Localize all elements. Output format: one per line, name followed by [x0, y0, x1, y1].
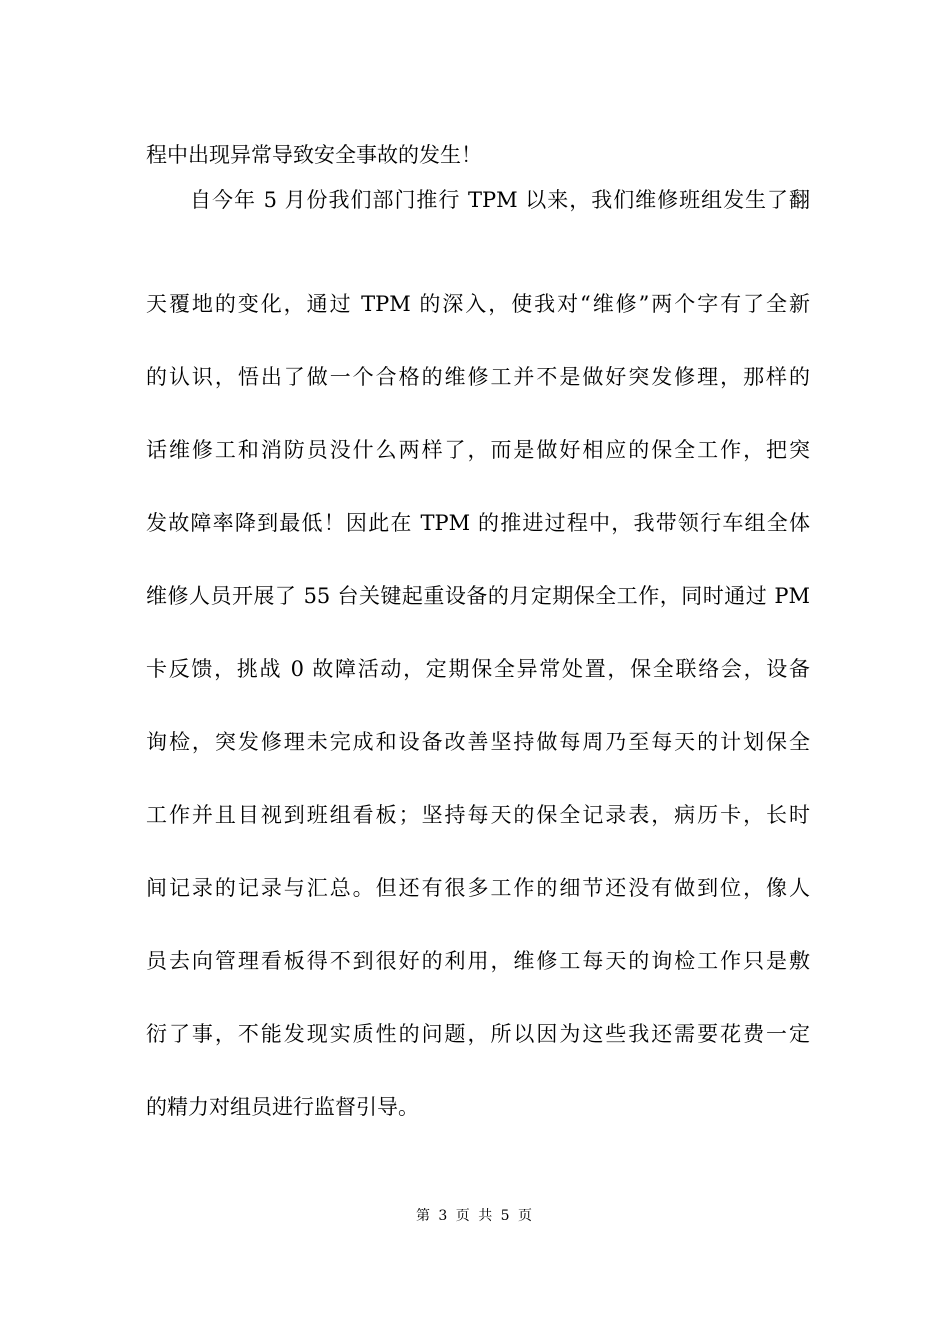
paragraph-line: 程中出现异常导致安全事故的发生！: [146, 143, 482, 167]
paragraph-line: 间记录的记录与汇总。但还有很多工作的细节还没有做到位，像人: [146, 876, 810, 900]
page-number-footer: 第 3 页 共 5 页: [415, 1208, 535, 1224]
paragraph-line: 员去向管理看板得不到很好的利用，维修工每天的询检工作只是敷: [146, 949, 810, 973]
paragraph-line: 发故障率降到最低！因此在 TPM 的推进过程中，我带领行车组全体: [146, 511, 810, 535]
paragraph-line: 衍了事，不能发现实质性的问题，所以因为这些我还需要花费一定: [146, 1022, 810, 1046]
paragraph-line: 天覆地的变化，通过 TPM 的深入，使我对“维修”两个字有了全新: [146, 292, 810, 316]
paragraph-line: 话维修工和消防员没什么两样了，而是做好相应的保全工作，把突: [146, 438, 810, 462]
paragraph-line: 询检，突发修理未完成和设备改善坚持做每周乃至每天的计划保全: [146, 730, 810, 754]
paragraph-line: 的认识，悟出了做一个合格的维修工并不是做好突发修理，那样的: [146, 365, 810, 389]
paragraph-line: 自今年 5 月份我们部门推行 TPM 以来，我们维修班组发生了翻: [190, 188, 810, 212]
paragraph-line: 工作并且目视到班组看板；坚持每天的保全记录表，病历卡，长时: [146, 803, 810, 827]
paragraph-line: 卡反馈，挑战 0 故障活动，定期保全异常处置，保全联络会，设备: [146, 657, 810, 681]
paragraph-line: 维修人员开展了 55 台关键起重设备的月定期保全工作，同时通过 PM: [146, 584, 810, 608]
paragraph-line: 的精力对组员进行监督引导。: [146, 1095, 419, 1119]
